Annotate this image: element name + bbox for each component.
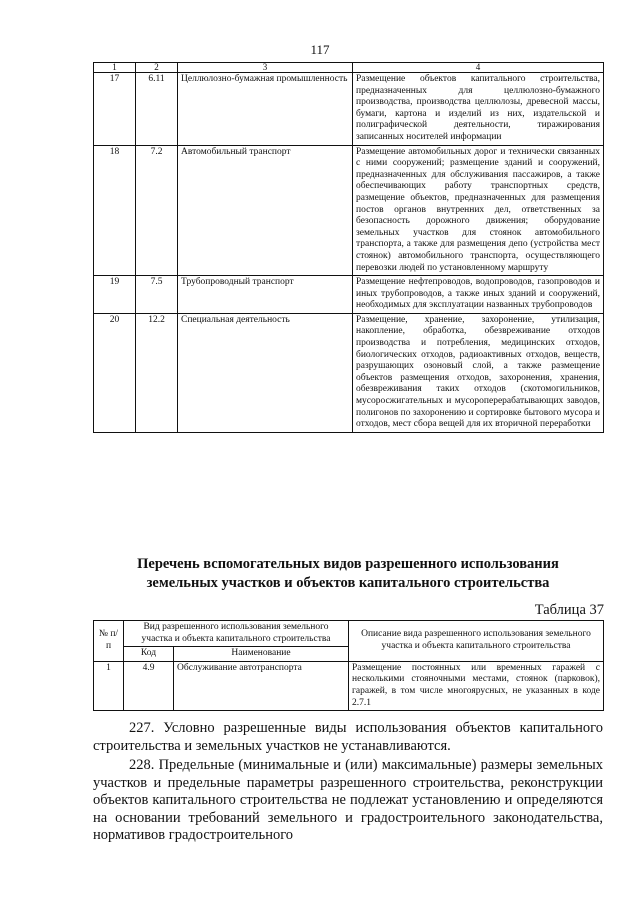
section-heading — [93, 555, 603, 593]
row-number: 19 — [94, 276, 136, 314]
heading-line: земельных участков и объектов капитального строительства — [146, 575, 550, 591]
row-name: Трубопроводный транспорт — [178, 276, 353, 314]
row-number: 17 — [94, 73, 136, 146]
row-number: 1 — [94, 661, 124, 710]
table-row — [94, 661, 604, 710]
row-code: 12.2 — [136, 313, 178, 432]
column-header: 1 — [94, 63, 136, 73]
row-name: Автомобильный транспорт — [178, 145, 353, 276]
row-code: 6.11 — [136, 73, 178, 146]
row-code: 7.2 — [136, 145, 178, 276]
column-header: 2 — [136, 63, 178, 73]
heading-line: Перечень вспомогательных видов разрешенного использования — [137, 556, 559, 572]
column-header-code: Код — [124, 647, 174, 662]
row-name: Целлюлозно-бумажная промышленность — [178, 73, 353, 146]
column-header: 4 — [353, 63, 604, 73]
paragraph-228: 228. Предельные (минимальные и (или) максимальные) размеры земельных участков и предельные параметры разрешенного строительства, реконструкции объектов капитального строительства не подлежат установлению и определяются на основании требований земельного и градостроительного законодательства, нормативов градостроительного — [93, 757, 603, 844]
row-description: Размещение постоянных или временных гаражей с несколькими стояночными местами, стоянок (парковок), гаражей, в том числе многоярусных, не указанных в коде 2.7.1 — [349, 661, 604, 710]
row-description: Размещение, хранение, захоронение, утилизация, накопление, обработка, обезвреживание отходов производства и потребления, медицинских отходов, биологических отходов, радиоактивных отходов, веществ, разрушающих озоновый слой, а также размещение объектов размещения отходов, захоронения, хранения, обезвреживания таких отходов (скотомогильников, мусоросжигательных и мусороперерабатывающих заводов, полигонов по захоронению и сортировке бытового мусора и отходов, мест сбора вещей для их вторичной переработки — [353, 313, 604, 432]
row-name: Обслуживание автотранспорта — [174, 661, 349, 710]
column-header-description: Описание вида разрешенного использования земельного участка и объекта капитального строительства — [349, 621, 604, 662]
table-header-row — [94, 621, 604, 647]
table-row — [94, 276, 604, 314]
paragraph-227: 227. Условно разрешенные виды использования объектов капитального строительства и земельных участков не устанавливаются. — [93, 720, 603, 754]
table-header-row — [94, 63, 604, 73]
page-number: 117 — [310, 42, 330, 57]
column-header: 3 — [178, 63, 353, 73]
column-header-group: Вид разрешенного использования земельного участка и объекта капитального строительства — [124, 621, 349, 647]
row-number: 20 — [94, 313, 136, 432]
table-row — [94, 145, 604, 276]
row-code: 4.9 — [124, 661, 174, 710]
table-label: Таблица 37 — [534, 602, 604, 618]
auxiliary-use-table — [93, 620, 604, 711]
column-header-name: Наименование — [174, 647, 349, 662]
row-description: Размещение объектов капитального строительства, предназначенных для целлюлозно-бумажного производства, производства целлюлозы, древесной массы, бумаги, картона и изделий из них, издательской и полиграфической деятельности, тиражирования записанных носителей информации — [353, 73, 604, 146]
row-description: Размещение автомобильных дорог и технически связанных с ними сооружений; размещение зданий и сооружений, предназначенных для обслуживания пассажиров, а также обеспечивающих работу транспортных средств, размещение объектов, предназначенных для размещения постов органов внутренних дел, ответственных за безопасность дорожного движения; оборудование земельных участков для стоянок автомобильного транспорта, а также для размещения депо (устройства мест стоянок) автомобильного транспорта, осуществляющего перевозки людей по установленному маршруту — [353, 145, 604, 276]
row-code: 7.5 — [136, 276, 178, 314]
column-header-number: № п/п — [94, 621, 124, 662]
table-row — [94, 313, 604, 432]
row-number: 18 — [94, 145, 136, 276]
permitted-use-table — [93, 62, 604, 433]
row-name: Специальная деятельность — [178, 313, 353, 432]
table-row — [94, 73, 604, 146]
row-description: Размещение нефтепроводов, водопроводов, газопроводов и иных трубопроводов, а также иных зданий и сооружений, необходимых для эксплуатации названных трубопроводов — [353, 276, 604, 314]
